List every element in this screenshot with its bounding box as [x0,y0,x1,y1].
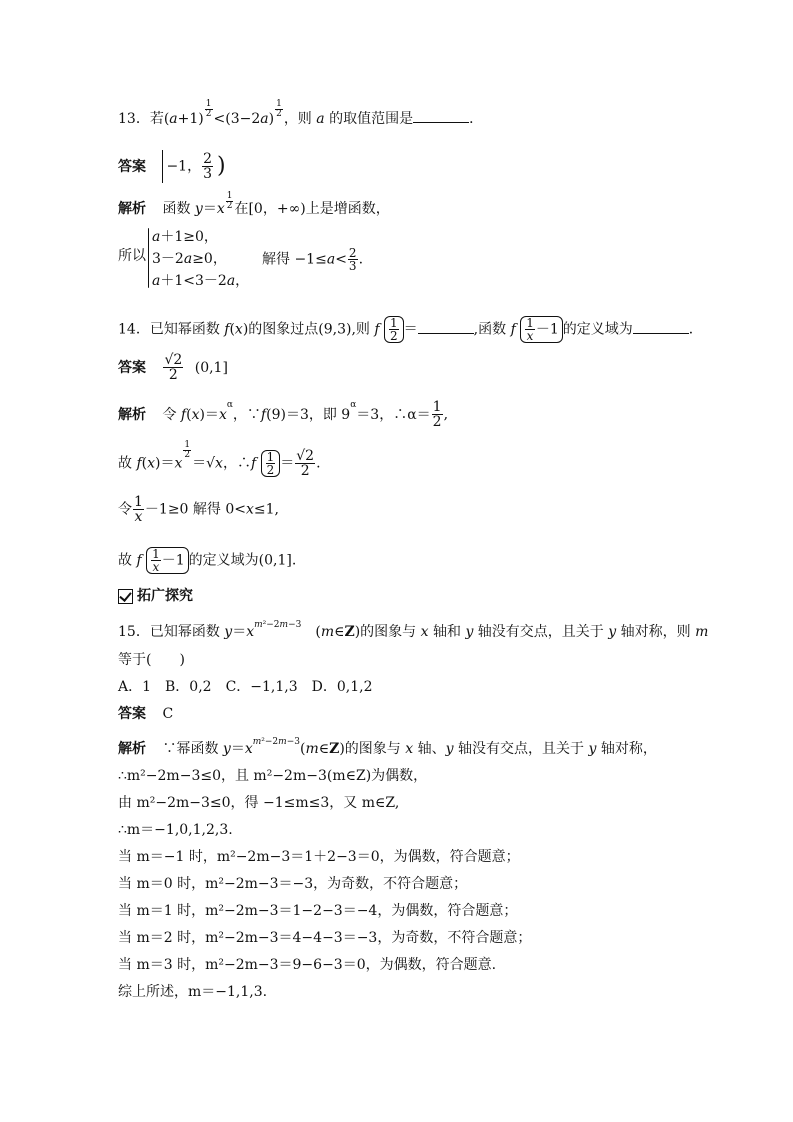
q13-question: 13．若(a+1) $\frac{1}{2}$ <(3−2a) $\frac{1}{2}$ ，则 a 的取值范围是 ． [118,99,484,127]
q13-exp2: $\frac{1}{2}$ [276,99,282,119]
q15-analysis-9: 当 m＝3 时，m²−2m−3＝9−6−3＝0，为偶数，符合题意. [118,957,497,973]
q15-analysis-1: 解析 ∵幂函数 $y=x^{m^2-2m-3}(m\in Z)$的图象与 x 轴、y 轴没有交点，且关于 y 轴对称， [118,737,657,757]
q14-analysis-1: 解析 令 $f(x)=x^\alpha$，∵f(9)＝3，即 $9^\alpha=3$，∴α＝ $\frac{1}{2}$ , [118,399,449,430]
q13-blank [413,110,469,123]
q14-blank1 [418,321,474,334]
q15-analysis-8: 当 m＝2 时，m²−2m−3＝4−4−3＝−3，为奇数，不符合题意； [118,930,532,946]
q13-answer-value: −1， $\frac{2}{3}$ [162,150,217,183]
q14-analysis-2: 故 f(x)＝x $\frac{1}{2}$ ＝√x，∴f $\frac{1}{2}$ ＝ $\frac{√2}{2}$ . [118,440,321,479]
q15-question-2: 等于( ) [118,652,185,668]
q15-analysis-6: 当 m＝0 时，m²−2m−3＝−3，为奇数，不符合题意； [118,876,468,892]
checkbox-icon [118,589,133,604]
answer-label: 答案 [118,706,146,722]
q15-analysis-5: 当 m＝−1 时，m²−2m−3＝1＋2−3＝0，为偶数，符合题意； [118,849,520,865]
section-header [118,587,193,605]
q13-system-1: a＋1≥0， [152,229,218,245]
q13-so: 所以 [118,248,146,264]
q14-answer1: $\frac{√2}{2}$ [164,352,183,383]
q14-analysis-3: 令 $\frac{1}{x}$ －1≥0 解得 0<x≤1, [118,494,280,525]
q13-base1: (a+1) [163,111,204,127]
q14-blank2 [633,321,689,334]
q14-answer2: (0,1] [194,359,228,376]
q15-analysis-7: 当 m＝1 时，m²−2m−3＝1−2−3＝−4，为偶数，符合题意； [118,903,518,919]
q15-analysis-10: 综上所述，m＝−1,1,3. [118,984,268,1000]
analysis-label: 解析 [118,201,146,217]
q15-answer [118,705,173,723]
analysis-label: 解析 [118,741,146,757]
q15-question-1: 15．已知幂函数 $y=x^{m^2-2m-3}$ (m∈Z)的图象与 x 轴和 y 轴没有交点，且关于 y 轴对称，则 m [118,620,709,640]
q13-system-2: 3－2a≥0， [152,251,227,267]
analysis-label: 解析 [118,406,146,423]
q15-answer-value: C [162,706,174,722]
q13-system-brace [148,228,149,288]
q13-system-3: a＋1<3－2a， [152,273,250,289]
q14-arg1: $\frac{1}{2}$ [384,316,404,343]
q14-question: 14．已知幂函数 f(x)的图象过点(9,3),则 f $\frac{1}{2}$ ＝ ,函数 f $\frac{1}{x}$ －1 的定义域为 ． [118,316,703,343]
q13-exp1: $\frac{1}{2}$ [205,99,212,119]
q13-solve: 解得 −1≤a< $\frac{2}{3}$ . [262,246,364,273]
q13-answer: 答案 −1， $\frac{2}{3}$ ) [118,151,226,182]
q14-answer [118,353,228,382]
q14-arg2: $\frac{1}{x}$ －1 [520,316,563,343]
answer-label: 答案 [118,158,146,175]
q15-options: A．1 B．0,2 C．−1,1,3 D．0,1,2 [118,679,373,695]
q15-analysis-2: ∴m²−2m−3≤0，且 m²−2m−3(m∈Z)为偶数， [118,768,428,784]
q14-analysis-4: 故 f $\frac{1}{x}$ －1 的定义域为(0,1]. [118,547,297,574]
q13-analysis-1: 解析 函数 y＝x $\frac{1}{2}$ 在[0，+∞)上是增函数， [118,191,390,217]
section-title: 拓广探究 [137,588,193,604]
q15-analysis-3: 由 m²−2m−3≤0，得 −1≤m≤3，又 m∈Z, [118,795,400,811]
q13-number: 13．若 [118,111,164,127]
q15-analysis-4: ∴m＝−1,0,1,2,3. [118,822,233,838]
answer-label: 答案 [118,359,146,376]
